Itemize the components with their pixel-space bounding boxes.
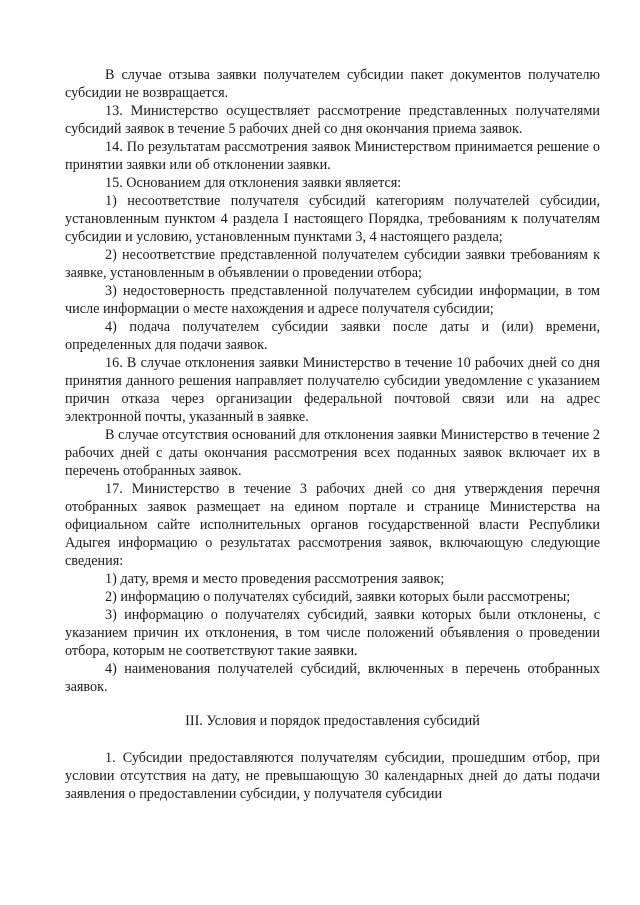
paragraph-13: 13. Министерство осуществляет рассмотрение представленных получателями субсидий заявок в течение 5 рабочих дней со дня окончания приема заявок. <box>65 103 600 137</box>
document-page <box>65 66 600 803</box>
paragraph-17-item-4: 4) наименования получателей субсидий, включенных в перечень отобранных заявок. <box>65 661 600 695</box>
section-heading: III. Условия и порядок предоставления субсидий <box>185 713 480 729</box>
section-3-paragraph-1: 1. Субсидии предоставляются получателям субсидии, прошедшим отбор, при условии отсутствия на дату, не превышающую 30 календарных дней до даты подачи заявления о предоставлении субсидии, у получателя субсидии <box>65 750 600 802</box>
paragraph-16: 16. В случае отклонения заявки Министерство в течение 10 рабочих дней со дня принятия данного решения направляет получателю субсидии уведомление с указанием причин отказа через организации федеральной почтовой связи или на адрес электронной почты, указанный в заявке. <box>65 355 600 425</box>
paragraph-15-item-3: 3) недостоверность представленной получателем субсидии информации, в том числе информации о месте нахождения и адресе получателя субсидии; <box>65 283 600 317</box>
paragraph-17-item-2: 2) информацию о получателях субсидий, заявки которых были рассмотрены; <box>105 589 571 605</box>
paragraph-17-item-3: 3) информацию о получателях субсидий, заявки которых были отклонены, с указанием причин их отклонения, в том числе положений объявления о проведении отбора, которым не соответствуют такие заявки. <box>65 607 600 659</box>
paragraph-15-item-4: 4) подача получателем субсидии заявки после даты и (или) времени, определенных для подачи заявок. <box>65 319 600 353</box>
paragraph-15-item-1: 1) несоответствие получателя субсидий категориям получателей субсидии, установленным пунктом 4 раздела I настоящего Порядка, требованиям к получателям субсидии и условию, установленным пунктами 3, 4 настоящего раздела; <box>65 193 600 245</box>
paragraph-14: 14. По результатам рассмотрения заявок Министерством принимается решение о принятии заявки или об отклонении заявки. <box>65 139 600 173</box>
paragraph-15-item-2: 2) несоответствие представленной получателем субсидии заявки требованиям к заявке, установленным в объявлении о проведении отбора; <box>65 247 600 281</box>
paragraph-15: 15. Основанием для отклонения заявки является: <box>105 175 402 191</box>
paragraph-17-item-1: 1) дату, время и место проведения рассмотрения заявок; <box>105 571 445 587</box>
paragraph-withdrawal: В случае отзыва заявки получателем субсидии пакет документов получателю субсидии не возвращается. <box>65 67 600 101</box>
paragraph-16-continued: В случае отсутствия оснований для отклонения заявки Министерство в течение 2 рабочих дней с даты окончания рассмотрения всех поданных заявок включает их в перечень отобранных заявок. <box>65 427 600 479</box>
paragraph-17: 17. Министерство в течение 3 рабочих дней со дня утверждения перечня отобранных заявок размещает на едином портале и странице Министерства на официальном сайте исполнительных органов государственной власти Республики Адыгея информацию о результатах рассмотрения заявок, включающую следующие сведения: <box>65 481 600 569</box>
